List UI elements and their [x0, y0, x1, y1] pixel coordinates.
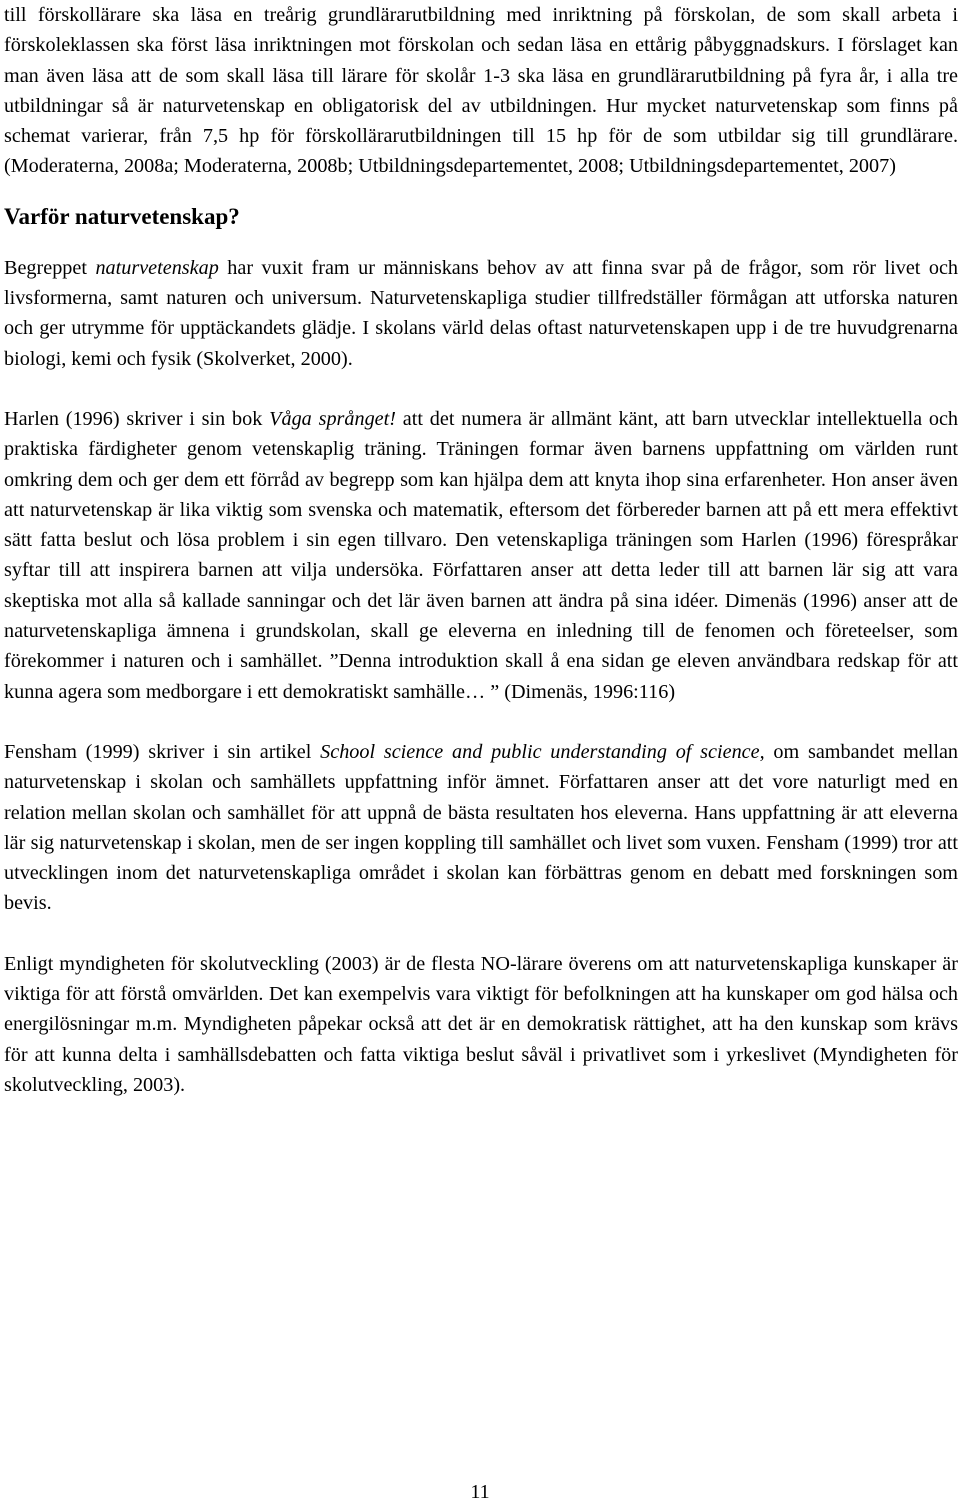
harlen-sentence-1: att det numera är allmänt känt, att barn utvecklar intellektuella och praktiska färdigheter genom vetenskaplig träning.	[4, 407, 959, 461]
harlen-sentence-2: Träningen formar även barnens uppfattning om världen runt omkring dem och ger dem ett förråd av begrepp som kan hjälpa dem att knyta ihop sina erfarenheter.	[4, 438, 958, 491]
intro-sentence-2: I förslaget kan man även läsa att de som skall läsa till lärare för skolår 1-3 ska läsa en grundlärarutbildning på fyra år, i alla tre utbildningar så är naturvetenskap en obligatorisk del av utbildningen.	[4, 34, 959, 117]
intro-citation: (Moderaterna, 2008a; Moderaterna, 2008b; Utbildningsdepartementet, 2008; Utbildningsdepartementet, 2007)	[4, 155, 896, 178]
paragraph-fensham	[4, 737, 958, 919]
myndigheten-sentence-3: Myndigheten påpekar också att det är en demokratisk rättighet, att ha den kunskap som krävs för att kunna delta i samhällsdebatten och fatta viktiga beslut såväl i privatlivet som i yrkeslivet (Myndigheten för skolutveckling, 2003).	[4, 1013, 959, 1096]
page-number: 11	[470, 1481, 490, 1503]
begreppet-lead: Begreppet	[4, 256, 87, 279]
dimenas-quote: ”Denna introduktion skall å ena sidan ge eleven användbara redskap för att kunna agera som medborgare i ett demokratiskt samhälle… ” (Dimenäs, 1996:116)	[4, 650, 958, 703]
harlen-book-title: Våga språnget!	[269, 407, 396, 430]
fensham-sentence-3: Hans uppfattning är att eleverna lär sig naturvetenskap i skolan, men de ser ingen koppling till samhället och livet som vuxen.	[4, 801, 959, 854]
paragraph-harlen	[4, 404, 958, 707]
harlen-sentence-5: Författaren anser att detta leder till att barnen lär sig att vara skeptiska mot alla så kallade sanningar och det lär även barnen att ändra på sina idéer.	[4, 559, 958, 612]
begreppet-term: naturvetenskap	[95, 256, 219, 279]
fensham-lead: Fensham (1999) skriver i sin artikel	[4, 740, 312, 763]
fensham-sentence-2: Författaren anser att det vore naturligt med en relation mellan skolan och samhället för att uppnå de bästa resultaten hos eleverna.	[4, 771, 958, 824]
intro-sentence-1: till förskollärare ska läsa en treårig grundlärarutbildning med inriktning på förskolan, de som skall arbeta i förskoleklassen ska först läsa inriktningen mot förskolan och sedan läsa en ettårig påbyggnadskurs.	[4, 4, 958, 57]
document-page	[4, 0, 958, 1508]
myndigheten-sentence-1: Enligt myndigheten för skolutveckling (2003) är de flesta NO-lärare överens om att naturvetenskapliga kunskaper är viktiga för att förstå omvärlden.	[4, 952, 958, 1006]
harlen-sentence-6: Dimenäs (1996) anser att de naturvetenskapliga ämnena i grundskolan, skall ge eleverna en inledning till de fenomen och företeelser, som förekommer i naturen och i samhället.	[4, 589, 958, 673]
harlen-sentence-4: Den vetenskapliga träningen som Harlen (1996) förespråkar syftar till att inspirera barnen att vilja undersöka.	[4, 529, 958, 582]
fensham-sentence-4: Fensham (1999) tror att utvecklingen inom det naturvetenskapliga området i skolan kan förbättras genom en debatt med forskningen som bevis.	[4, 831, 959, 915]
section-heading: Varför naturvetenskap?	[4, 203, 240, 229]
intro-sentence-3: Hur mycket naturvetenskap som finns på schemat varierar, från 7,5 hp för förskollärarutbildningen till 15 hp för de som utbildar sig till grundlärare.	[4, 94, 958, 148]
paragraph-myndigheten	[4, 949, 958, 1100]
harlen-lead: Harlen (1996) skriver i sin bok	[4, 407, 263, 430]
begreppet-sentence-1: har vuxit fram ur människans behov av att finna svar på de frågor, som rör livet och livsformerna, samt naturen och universum.	[4, 256, 959, 310]
myndigheten-sentence-2: Det kan exempelvis vara viktigt för befolkningen att ha kunskaper om god hälsa och energilösningar m.m.	[4, 983, 959, 1036]
begreppet-sentence-3: I skolans värld delas oftast naturvetenskapen upp i de tre huvudgrenarna biologi, kemi och fysik (Skolverket, 2000).	[4, 317, 959, 370]
fensham-sentence-1: om sambandet mellan naturvetenskap i skolan och samhällets uppfattning inför ämnet.	[4, 740, 959, 794]
fensham-article-title: School science and public understanding of science,	[320, 740, 765, 763]
harlen-sentence-3: Hon anser även att naturvetenskap är lika viktig som svenska och matematik, eftersom det förbereder barnen att på ett mera effektivt sätt fatta beslut och lösa problem i sin egen tillvaro.	[4, 468, 959, 552]
begreppet-sentence-2: Naturvetenskapliga studier tillfredställer förmågan att utforska naturen och ger utrymme för upptäckandets glädje.	[4, 287, 959, 340]
paragraph-begreppet	[4, 253, 958, 374]
paragraph-intro	[4, 0, 958, 182]
